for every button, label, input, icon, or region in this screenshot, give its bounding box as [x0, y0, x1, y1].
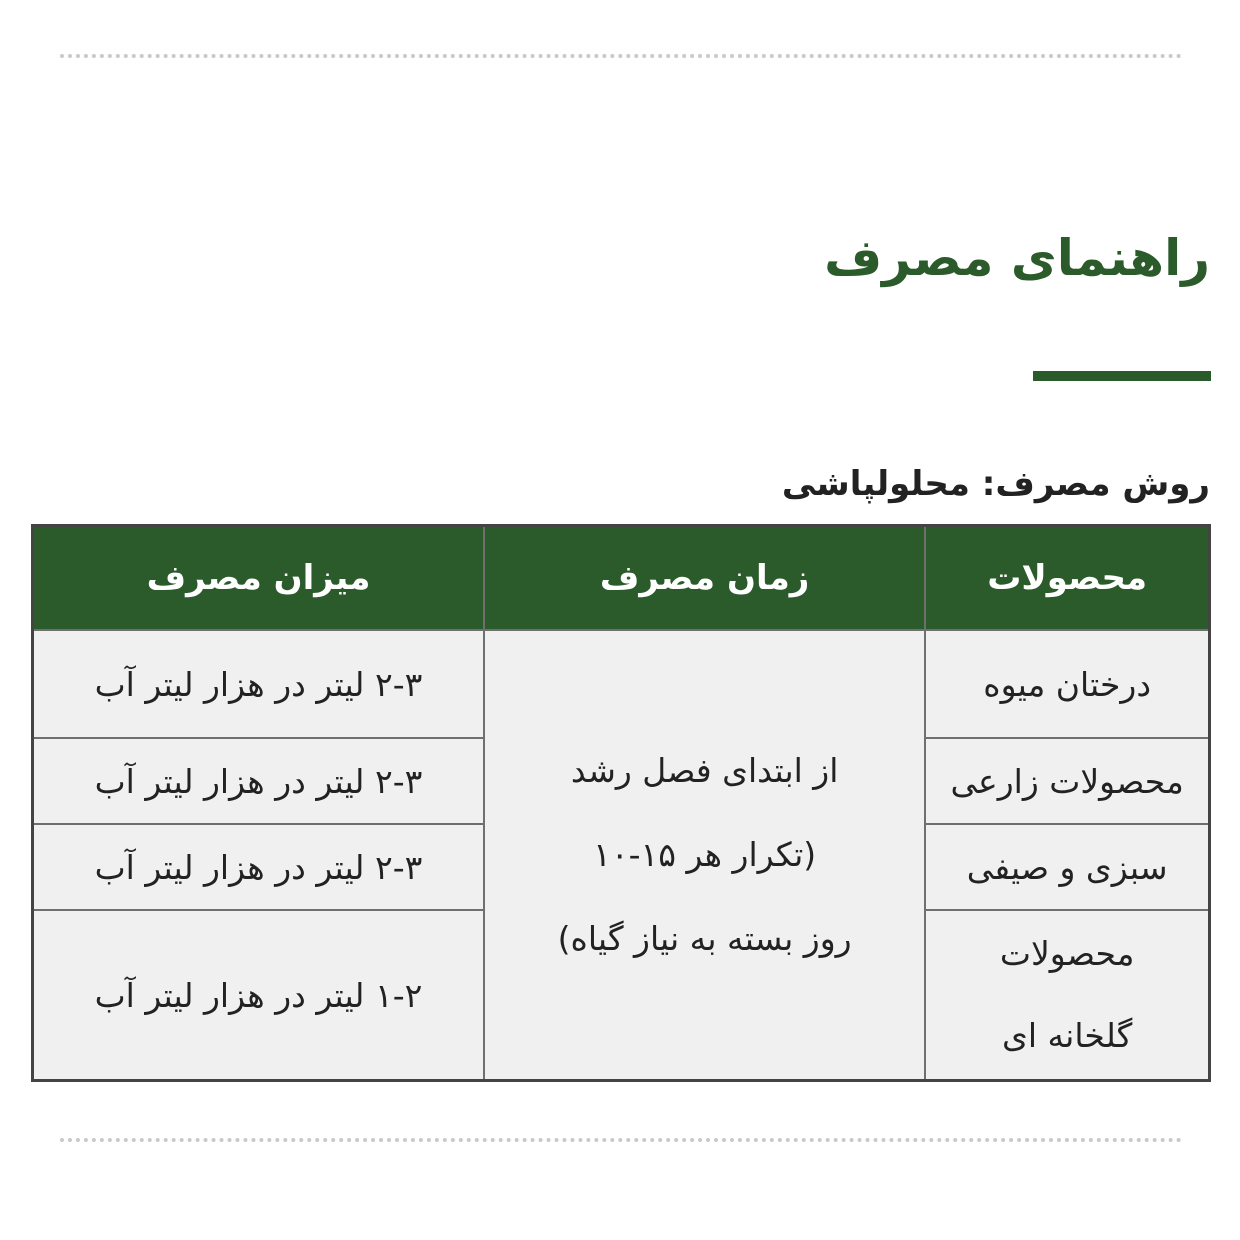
time-line: (تکرار هر ۱۵-۱۰ [593, 835, 817, 874]
amount-cell: ۲-۳ لیتر در هزار لیتر آب [33, 824, 484, 910]
product-cell: درختان میوه [925, 630, 1209, 738]
title-underline [1033, 371, 1211, 381]
amount-cell: ۱-۲ لیتر در هزار لیتر آب [33, 910, 484, 1081]
header-time: زمان مصرف [484, 526, 925, 631]
product-line: گلخانه ای [1001, 1016, 1133, 1055]
usage-guide-table [31, 524, 1211, 1082]
product-line: محصولات [999, 934, 1135, 973]
amount-cell: ۲-۳ لیتر در هزار لیتر آب [33, 738, 484, 824]
product-cell: سبزی و صیفی [925, 824, 1209, 910]
table-row [33, 630, 1210, 738]
header-amount: میزان مصرف [33, 526, 484, 631]
application-time-cell [484, 630, 925, 1081]
time-line: روز بسته به نیاز گیاه) [557, 919, 852, 958]
top-dotted-divider [60, 54, 1182, 58]
amount-cell: ۲-۳ لیتر در هزار لیتر آب [33, 630, 484, 738]
page-title: راهنمای مصرف [824, 229, 1210, 287]
product-cell [925, 910, 1209, 1081]
table-header-row [33, 526, 1210, 631]
application-method: روش مصرف: محلولپاشی [781, 464, 1210, 504]
product-cell: محصولات زارعی [925, 738, 1209, 824]
header-products: محصولات [925, 526, 1209, 631]
bottom-dotted-divider [60, 1138, 1182, 1142]
time-line: از ابتدای فصل رشد [570, 751, 839, 790]
